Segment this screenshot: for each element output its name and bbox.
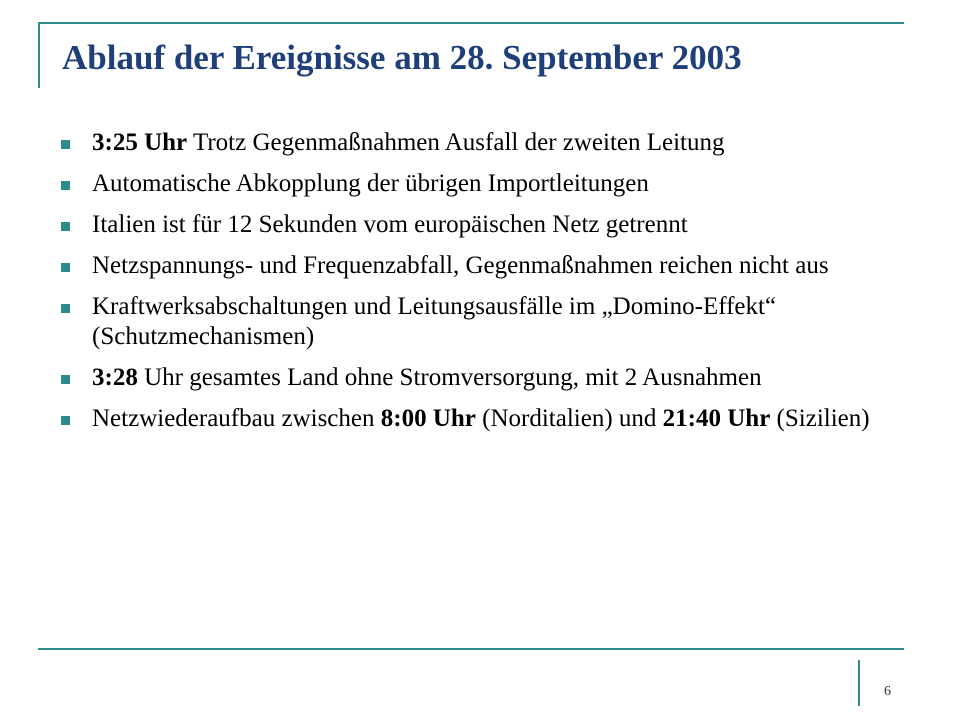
page-number: 6 [884,684,891,699]
bullet-list [58,128,908,445]
bullet-text-bold: 8:00 Uhr [380,405,476,432]
bullet-text: Kraftwerksabschaltungen und Leitungsausfälle im „Domino-Effekt“ (Schutzmechanismen) [92,293,777,350]
square-bullet-icon [61,304,70,313]
bullet-text: Uhr gesamtes Land ohne Stromversorgung, mit 2 Ausnahmen [137,364,762,391]
square-bullet-icon [61,375,70,384]
bottom-rule [38,648,904,650]
bullet-text-bold: 3:28 [92,364,138,391]
bullet-item [58,404,908,434]
bullet-text: Italien ist für 12 Sekunden vom europäischen Netz getrennt [92,211,688,238]
bullet-item [58,363,908,393]
bullet-text-bold: 21:40 Uhr [662,405,771,432]
square-bullet-icon [61,263,70,272]
bullet-item [58,128,908,158]
bullet-item [58,210,908,240]
bullet-item [58,169,908,199]
bullet-text: Automatische Abkopplung der übrigen Importleitungen [92,170,649,197]
top-rule [38,22,904,24]
bullet-text: (Norditalien) und [475,405,663,432]
bullet-item [58,251,908,281]
bullet-text: Trotz Gegenmaßnahmen Ausfall der zweiten Leitung [187,129,725,156]
square-bullet-icon [61,140,70,149]
square-bullet-icon [61,181,70,190]
bullet-text: (Sizilien) [770,405,870,432]
bullet-text: Netzwiederaufbau zwischen [92,405,381,432]
square-bullet-icon [61,416,70,425]
square-bullet-icon [61,222,70,231]
slide-title: Ablauf der Ereignisse am 28. September 2003 [62,38,742,77]
bullet-text: Netzspannungs- und Frequenzabfall, Gegenmaßnahmen reichen nicht aus [92,252,829,279]
bottom-tick-rule [858,660,860,706]
left-rule [38,22,40,88]
bullet-item [58,292,908,352]
bullet-text-bold: 3:25 Uhr [92,129,188,156]
